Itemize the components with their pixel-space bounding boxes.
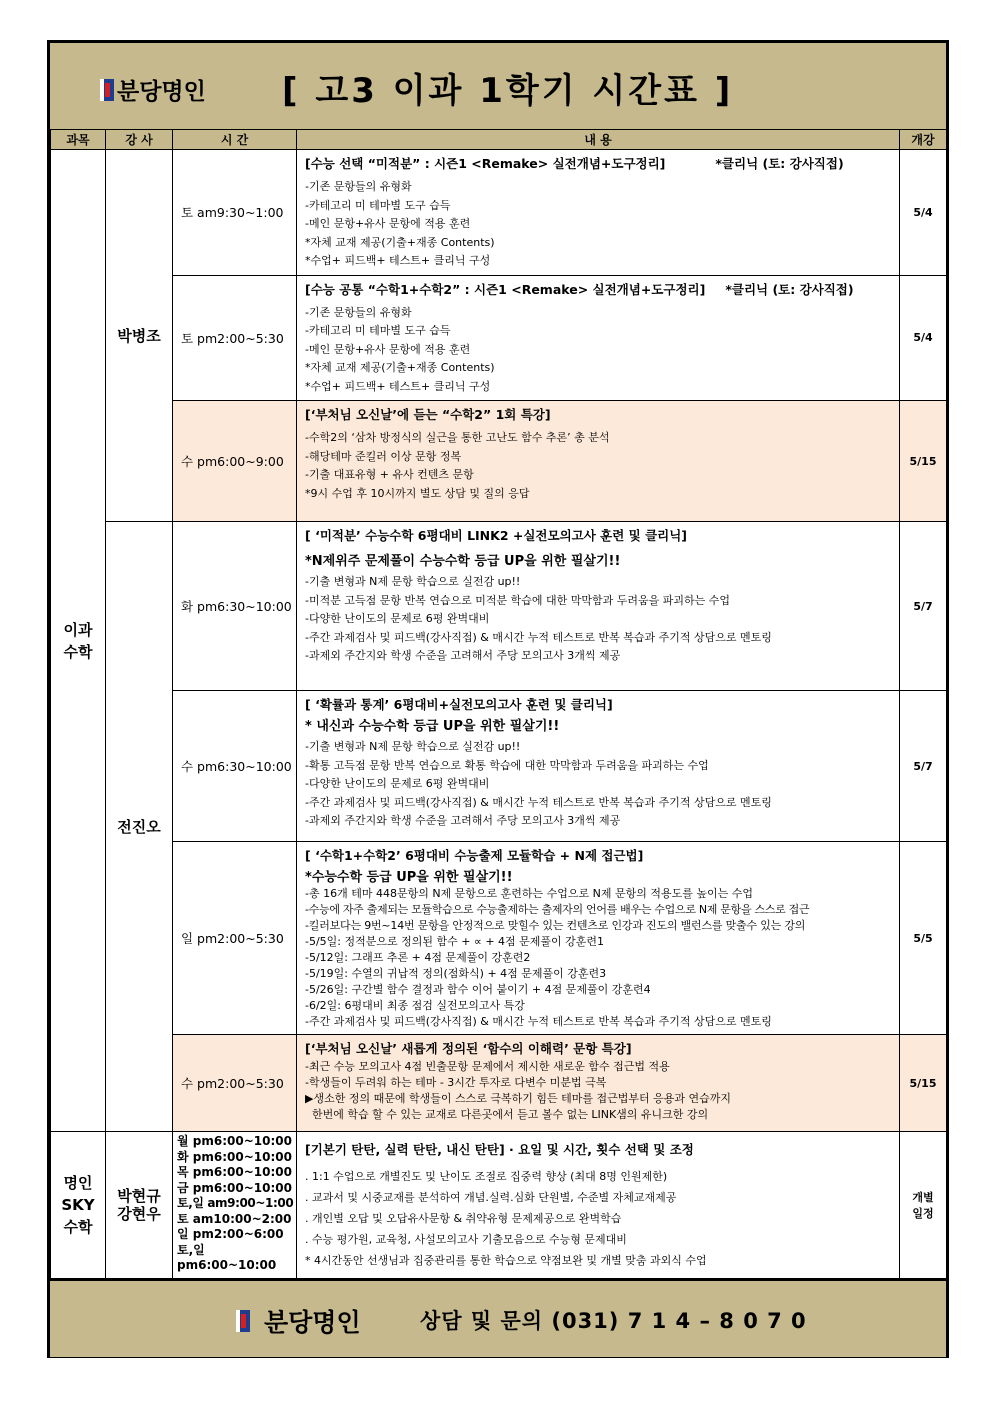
start-date: 5/4 bbox=[900, 150, 947, 276]
content-line: -총 16개 테마 448문항의 N제 문항으로 훈련하는 수업으로 N제 문항의 적용도를 높이는 수업 bbox=[305, 887, 754, 900]
content-line: -5/19일: 수열의 귀납적 정의(점화식) + 4점 문제풀이 강훈련3 bbox=[305, 967, 607, 980]
start-date: 5/7 bbox=[900, 691, 947, 842]
content-line: -확통 고득점 문항 반복 연습으로 확통 학습에 대한 막막함과 두려움을 파괴하는 수업 bbox=[305, 758, 709, 772]
content-line: -주간 과제검사 및 피드백(강사직접) & 매시간 누적 테스트로 반복 복습과 주기적 상담으로 멘토링 bbox=[305, 1015, 772, 1028]
class-content bbox=[297, 401, 900, 522]
teacher-name: 전진오 bbox=[106, 522, 173, 1132]
content-line: . 교과서 및 시중교재를 분석하여 개념.실력.심화 단원별, 수준별 자체교재제공 bbox=[305, 1191, 677, 1204]
table-row bbox=[51, 150, 947, 276]
class-title: [ ‘확률과 통계’ 6평대비+실전모의고사 훈련 및 클리닉] bbox=[305, 697, 613, 712]
start-date: 5/5 bbox=[900, 842, 947, 1035]
content-line: -메인 문항+유사 문항에 적용 훈련 bbox=[305, 217, 471, 230]
content-line: -기존 문항들의 유형화 bbox=[305, 305, 412, 319]
content-line: -5/26일: 구간별 함수 결정과 함수 이어 붙이기 + 4점 문제풀이 강훈련4 bbox=[305, 983, 651, 996]
content-line: -학생들이 두려워 하는 테마 - 3시간 투자로 다변수 미분법 극복 bbox=[305, 1076, 607, 1089]
time-slot: 토,일 bbox=[177, 1242, 205, 1257]
content-line: *수업+ 피드백+ 테스트+ 클리닉 구성 bbox=[305, 379, 491, 393]
class-content bbox=[297, 150, 900, 276]
class-time: 수 pm2:00~5:30 bbox=[173, 1035, 297, 1132]
footer-brand-name: 분당명인 bbox=[264, 1308, 361, 1337]
content-line: -다양한 난이도의 문제로 6평 완벽대비 bbox=[305, 777, 490, 790]
content-line: -과제외 주간지와 학생 수준을 고려해서 주당 모의고사 3개씩 제공 bbox=[305, 649, 621, 662]
content-line: -카테고리 미 테마별 도구 습득 bbox=[305, 198, 451, 212]
class-time: 화 pm6:30~10:00 bbox=[173, 522, 297, 691]
table-row bbox=[51, 522, 947, 691]
class-time: 수 pm6:30~10:00 bbox=[173, 691, 297, 842]
class-title: [수능 선택 “미적분” : 시즌1 <Remake> 실전개념+도구정리] *클리닉 (토: 강사직접) bbox=[305, 156, 844, 171]
col-start: 개강 bbox=[900, 130, 947, 150]
teacher-name: 박현규 강현우 bbox=[106, 1132, 173, 1279]
class-title: [‘부처님 오신날’ 새롭게 정의된 ‘함수의 이해력’ 문항 특강] bbox=[305, 1041, 632, 1056]
table-row bbox=[51, 401, 947, 522]
subject-science-math: 이과 수학 bbox=[51, 150, 106, 1132]
content-line: -기존 문항들의 유형화 bbox=[305, 180, 412, 193]
content-line: -다양한 난이도의 문제로 6평 완벽대비 bbox=[305, 612, 490, 625]
start-date: 5/7 bbox=[900, 522, 947, 691]
start-date: 5/15 bbox=[900, 401, 947, 522]
timetable-frame bbox=[47, 40, 949, 1358]
content-line: *수업+ 피드백+ 테스트+ 클리닉 구성 bbox=[305, 254, 491, 267]
content-line: -주간 과제검사 및 피드백(강사직접) & 매시간 누적 테스트로 반복 복습과 주기적 상담으로 멘토링 bbox=[305, 630, 772, 644]
time-slot: 금 pm6:00~10:00 bbox=[177, 1180, 292, 1195]
page-title: [ 고3 이과 1학기 시간표 ] bbox=[282, 71, 734, 111]
table-row bbox=[51, 691, 947, 842]
class-time: 토 am9:30~1:00 bbox=[173, 150, 297, 276]
content-line: -수학2의 ‘삼차 방정식의 실근을 통한 고난도 함수 추론’ 총 분석 bbox=[305, 431, 610, 444]
time-slot: pm6:00~10:00 bbox=[177, 1258, 277, 1272]
footer-banner bbox=[50, 1279, 946, 1357]
class-subtitle: *수능수학 등급 UP을 위한 필살기!! bbox=[305, 870, 513, 885]
content-line: -수능에 자주 출제되는 모듈학습으로 수능출제하는 출제자의 언어를 배우는 수업으로 N제 문항을 스스로 접근 bbox=[305, 903, 810, 916]
timetable bbox=[50, 129, 947, 1279]
class-title: [ ‘수학1+수학2’ 6평대비 수능출제 모듈학습 + N제 접근법] bbox=[305, 848, 644, 863]
content-line: 한번에 학습 할 수 있는 교재로 다른곳에서 듣고 볼수 없는 LINK샘의 유니크한 강의 bbox=[305, 1108, 709, 1121]
time-slot: 화 pm6:00~10:00 bbox=[177, 1149, 292, 1164]
content-line: * 4시간동안 선생님과 집중관리를 통한 학습으로 약점보완 및 개별 맞춤 과외식 수업 bbox=[305, 1254, 707, 1267]
time-slot: 토 am10:00~2:00 bbox=[177, 1211, 292, 1226]
content-line: *9시 수업 후 10시까지 별도 상담 및 질의 응답 bbox=[305, 486, 530, 500]
content-line: -메인 문항+유사 문항에 적용 훈련 bbox=[305, 342, 471, 356]
col-time: 시 간 bbox=[173, 130, 297, 150]
class-title: [ ‘미적분’ 수능수학 6평대비 LINK2 +실전모의고사 훈련 및 클리닉] bbox=[305, 528, 688, 543]
content-line: -5/12일: 그래프 추론 + 4점 문제풀이 강훈련2 bbox=[305, 951, 531, 964]
class-subtitle: *N제위주 문제풀이 수능수학 등급 UP을 위한 필살기!! bbox=[305, 554, 621, 569]
content-line: -미적분 고득점 문항 반복 연습으로 미적분 학습에 대한 막막함과 두려움을 파괴하는 수업 bbox=[305, 593, 730, 607]
logo-mark-icon bbox=[236, 1310, 250, 1332]
class-content bbox=[297, 522, 900, 691]
content-line: -5/5일: 정적분으로 정의된 함수 + ∝ + 4점 문제풀이 강훈련1 bbox=[305, 935, 605, 948]
header-banner bbox=[50, 43, 946, 131]
table-row bbox=[51, 842, 947, 1035]
class-content bbox=[297, 1035, 900, 1132]
class-title: [수능 공통 “수학1+수학2” : 시즌1 <Remake> 실전개념+도구정리] *클리닉 (토: 강사직접) bbox=[305, 281, 854, 297]
start-date: 5/15 bbox=[900, 1035, 947, 1132]
brand-name: 분당명인 bbox=[117, 79, 206, 105]
class-title: [‘부처님 오신날’에 듣는 “수학2” 1회 특강] bbox=[305, 407, 551, 422]
content-line: -카테고리 미 테마별 도구 습득 bbox=[305, 324, 451, 337]
brand-logo bbox=[100, 73, 206, 106]
time-slot: 일 pm2:00~6:00 bbox=[177, 1227, 284, 1241]
content-line: . 1:1 수업으로 개별진도 및 난이도 조절로 집중력 향상 (최대 8명 인원제한) bbox=[305, 1170, 668, 1183]
class-time: 수 pm6:00~9:00 bbox=[173, 401, 297, 522]
table-row bbox=[51, 1035, 947, 1132]
table-header-row bbox=[51, 130, 947, 150]
clinic-note: *클리닉 (토: 강사직접) bbox=[715, 156, 844, 171]
content-line: -해당테마 준킬러 이상 문항 정복 bbox=[305, 449, 462, 463]
content-line: -기출 변형과 N제 문항 학습으로 실전감 up!! bbox=[305, 575, 521, 588]
logo-mark-icon bbox=[100, 79, 114, 101]
class-time: 일 pm2:00~5:30 bbox=[173, 842, 297, 1035]
contact-phone: 상담 및 문의 (031) 7 1 4 – 8 0 7 0 bbox=[420, 1309, 807, 1333]
start-date: 개별 일정 bbox=[900, 1132, 947, 1279]
col-content: 내 용 bbox=[297, 130, 900, 150]
clinic-note: *클리닉 (토: 강사직접) bbox=[725, 281, 854, 297]
table-row bbox=[51, 1132, 947, 1279]
content-line: -과제외 주간지와 학생 수준을 고려해서 주당 모의고사 3개씩 제공 bbox=[305, 814, 621, 827]
col-subject: 과목 bbox=[51, 130, 106, 150]
content-line: -최근 수능 모의고사 4점 빈출문항 문제에서 제시한 새로운 함수 접근법 적용 bbox=[305, 1060, 670, 1073]
class-time: 토 pm2:00~5:30 bbox=[173, 275, 297, 401]
table-row bbox=[51, 275, 947, 401]
class-content bbox=[297, 1132, 900, 1279]
content-line: -6/2일: 6평대비 최종 점검 실전모의고사 특강 bbox=[305, 999, 525, 1012]
subject-sky-math: 명인 SKY 수학 bbox=[51, 1132, 106, 1279]
content-line: ▶생소한 정의 때문에 학생들이 스스로 극복하기 힘든 테마를 접근법부터 응용과 연습까지 bbox=[305, 1092, 731, 1105]
content-line: -기출 대표유형 + 유사 컨텐츠 문항 bbox=[305, 468, 474, 481]
footer-logo bbox=[236, 1303, 361, 1339]
content-line: . 수능 평가원, 교육청, 사설모의고사 기출모음으로 수능형 문제대비 bbox=[305, 1233, 627, 1246]
content-line: -주간 과제검사 및 피드백(강사직접) & 매시간 누적 테스트로 반복 복습과 주기적 상담으로 멘토링 bbox=[305, 795, 772, 809]
class-content bbox=[297, 275, 900, 401]
class-content bbox=[297, 691, 900, 842]
class-subtitle: * 내신과 수능수학 등급 UP을 위한 필살기!! bbox=[305, 719, 560, 734]
col-teacher: 강 사 bbox=[106, 130, 173, 150]
time-slot: 월 pm6:00~10:00 bbox=[177, 1134, 292, 1148]
time-slot: 토,일 am9:00~1:00 bbox=[177, 1196, 294, 1210]
class-content bbox=[297, 842, 900, 1035]
content-line: *자체 교재 제공(기출+재종 Contents) bbox=[305, 361, 495, 374]
start-date: 5/4 bbox=[900, 275, 947, 401]
class-title: [기본기 탄탄, 실력 탄탄, 내신 탄탄] · 요일 및 시간, 횟수 선택 및 조정 bbox=[305, 1142, 694, 1157]
content-line: -킬러보다는 9번~14번 문항을 안정적으로 맞힐수 있는 컨텐츠로 인강과 진도의 밸런스를 맞출수 있는 강의 bbox=[305, 919, 806, 932]
class-times bbox=[173, 1132, 297, 1279]
content-line: *자체 교재 제공(기출+재종 Contents) bbox=[305, 235, 495, 249]
time-slot: 목 pm6:00~10:00 bbox=[177, 1165, 292, 1179]
content-line: -기출 변형과 N제 문항 학습으로 실전감 up!! bbox=[305, 740, 521, 753]
content-line: . 개인별 오답 및 오답유사문항 & 취약유형 문제제공으로 완벽학습 bbox=[305, 1212, 622, 1225]
teacher-name: 박병조 bbox=[106, 150, 173, 522]
